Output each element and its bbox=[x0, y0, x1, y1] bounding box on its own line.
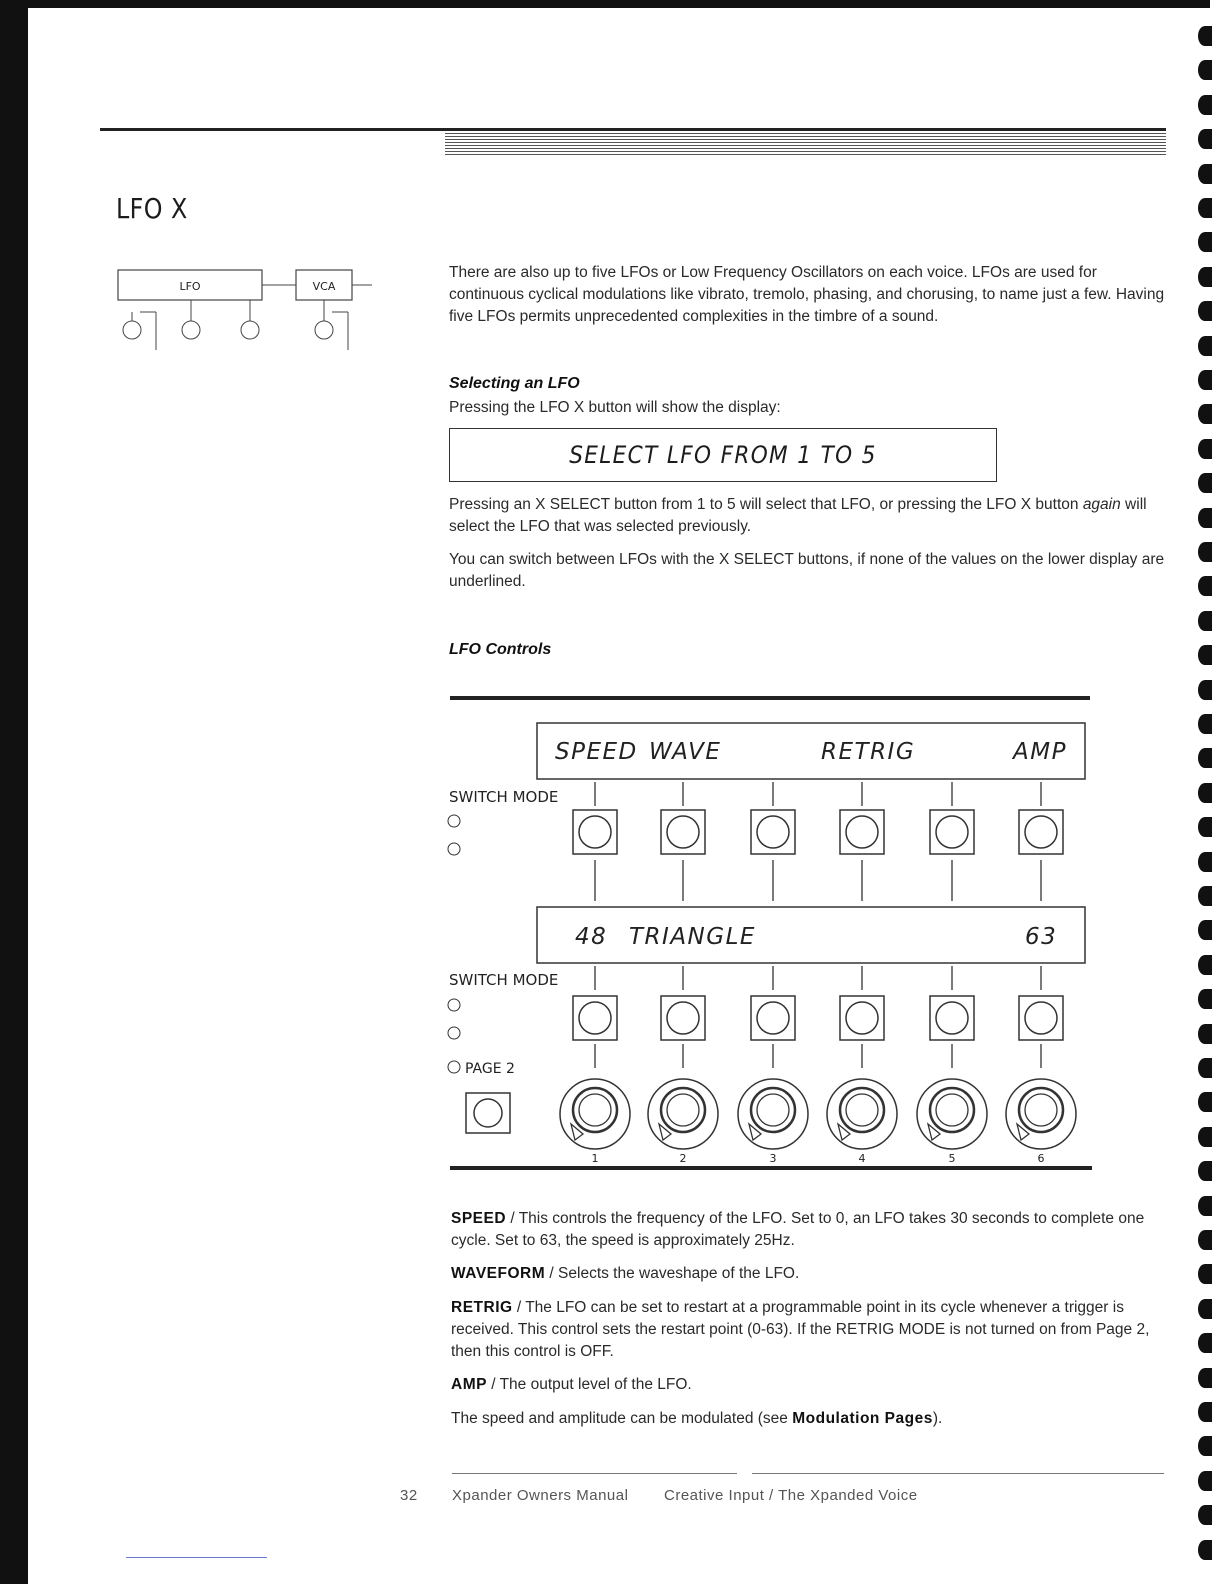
knob-inner bbox=[667, 1094, 699, 1126]
lower-soft-button-cap bbox=[1025, 1002, 1057, 1034]
scan-edge-left bbox=[0, 0, 28, 1584]
binding-hole bbox=[1198, 473, 1212, 493]
binding-hole bbox=[1198, 370, 1212, 390]
binding-hole bbox=[1198, 129, 1212, 149]
speed-description: SPEED / This controls the frequency of the LFO. Set to 0, an LFO takes 30 seconds to complete one cycle. Set to 63, the speed is approximately 25Hz. bbox=[451, 1210, 1145, 1249]
footer-chapter-title: Creative Input / The Xpanded Voice bbox=[664, 1487, 918, 1504]
lower-soft-button-cap bbox=[936, 1002, 968, 1034]
binding-hole bbox=[1198, 508, 1212, 528]
binding-hole bbox=[1198, 60, 1212, 80]
upper-display-retrig: RETRIG bbox=[821, 739, 916, 765]
binding-hole bbox=[1198, 1058, 1212, 1078]
binding-hole bbox=[1198, 1024, 1212, 1044]
select-lfo-display bbox=[449, 428, 997, 482]
binding-hole bbox=[1198, 1540, 1212, 1560]
footer-manual-title: Xpander Owners Manual bbox=[452, 1487, 629, 1504]
knob-inner bbox=[936, 1094, 968, 1126]
binding-hole bbox=[1198, 232, 1212, 252]
binding-hole bbox=[1198, 748, 1212, 768]
upper-soft-button-cap bbox=[936, 816, 968, 848]
knob-inner bbox=[757, 1094, 789, 1126]
binding-hole bbox=[1198, 439, 1212, 459]
knob-6[interactable] bbox=[1006, 1079, 1076, 1149]
header-stripes bbox=[445, 133, 1166, 155]
amp-description: AMP / The output level of the LFO. bbox=[451, 1376, 692, 1393]
knob-number: 6 bbox=[1037, 1152, 1045, 1165]
selecting-paragraph-2: You can switch between LFOs with the X SELECT buttons, if none of the values on the lower display are underlined. bbox=[449, 551, 1165, 590]
binding-hole bbox=[1198, 1161, 1212, 1181]
section-title: LFO X bbox=[116, 192, 188, 225]
lower-display-speed: 48 bbox=[575, 924, 608, 950]
knob-number: 1 bbox=[591, 1152, 599, 1165]
footer-rule-left bbox=[452, 1473, 737, 1474]
knob-3[interactable] bbox=[738, 1079, 808, 1149]
page-number: 32 bbox=[400, 1487, 418, 1504]
binding-hole bbox=[1198, 164, 1212, 184]
binding-hole bbox=[1198, 680, 1212, 700]
binding-hole bbox=[1198, 1471, 1212, 1491]
binding-hole bbox=[1198, 1127, 1212, 1147]
binding-hole bbox=[1198, 1402, 1212, 1422]
binding-hole bbox=[1198, 1299, 1212, 1319]
binding-hole bbox=[1198, 404, 1212, 424]
knob-row bbox=[560, 1079, 1076, 1165]
knob-number: 5 bbox=[948, 1152, 956, 1165]
binding-hole bbox=[1198, 267, 1212, 287]
knob-inner bbox=[1025, 1094, 1057, 1126]
knob-2[interactable] bbox=[648, 1079, 718, 1149]
knob-inner bbox=[846, 1094, 878, 1126]
switch-mode-label-lower: SWITCH MODE bbox=[449, 971, 559, 989]
lower-display bbox=[537, 907, 1085, 963]
knob-inner bbox=[579, 1094, 611, 1126]
binding-hole bbox=[1198, 1264, 1212, 1284]
upper-display-speed: SPEED bbox=[555, 739, 638, 765]
binding-hole bbox=[1198, 1368, 1212, 1388]
binding-hole bbox=[1198, 989, 1212, 1009]
retrig-description: RETRIG / The LFO can be set to restart at a programmable point in its cycle whenever a trigger is received. This control sets the restart point (0-63). If the RETRIG MODE is not turned on from Page 2, then this control is OFF. bbox=[451, 1299, 1150, 1360]
upper-soft-button-cap bbox=[846, 816, 878, 848]
waveform-description: WAVEFORM / Selects the waveshape of the LFO. bbox=[451, 1265, 800, 1282]
binding-hole bbox=[1198, 817, 1212, 837]
lower-soft-button-cap bbox=[846, 1002, 878, 1034]
knob-number: 4 bbox=[858, 1152, 866, 1165]
diagram-vca-label: VCA bbox=[312, 280, 336, 293]
lower-display-amp: 63 bbox=[1025, 924, 1058, 950]
selecting-heading: Selecting an LFO bbox=[449, 375, 580, 392]
binding-hole bbox=[1198, 95, 1212, 115]
lower-button-row bbox=[573, 966, 1063, 1068]
scan-edge-top bbox=[0, 0, 1224, 8]
lower-soft-button-cap bbox=[757, 1002, 789, 1034]
knob-number: 3 bbox=[769, 1152, 777, 1165]
binding-hole bbox=[1198, 645, 1212, 665]
upper-display-wave: WAVE bbox=[649, 739, 722, 765]
controls-heading: LFO Controls bbox=[449, 641, 552, 658]
upper-soft-button-cap bbox=[579, 816, 611, 848]
binding-hole bbox=[1198, 1436, 1212, 1456]
upper-display-amp: AMP bbox=[1013, 739, 1067, 765]
binding-hole bbox=[1198, 783, 1212, 803]
knob-5[interactable] bbox=[917, 1079, 987, 1149]
lower-display-wave: TRIANGLE bbox=[629, 924, 756, 950]
page2-label: PAGE 2 bbox=[465, 1061, 515, 1077]
binding-hole bbox=[1198, 1333, 1212, 1353]
knob-1[interactable] bbox=[560, 1079, 630, 1149]
selecting-lead: Pressing the LFO X button will show the display: bbox=[449, 399, 781, 416]
binding-hole bbox=[1198, 955, 1212, 975]
binding-hole bbox=[1198, 852, 1212, 872]
lfo-control-panel bbox=[445, 696, 1105, 1176]
bottom-rule bbox=[126, 1557, 267, 1558]
lfo-block-diagram bbox=[110, 260, 400, 375]
binding-hole bbox=[1198, 26, 1212, 46]
switch-mode-label-upper: SWITCH MODE bbox=[449, 788, 559, 806]
diagram-lfo-label: LFO bbox=[179, 280, 201, 293]
binding-hole bbox=[1198, 714, 1212, 734]
closing-paragraph: The speed and amplitude can be modulated (see Modulation Pages). bbox=[451, 1410, 943, 1427]
footer-rule-right bbox=[752, 1473, 1164, 1474]
upper-soft-button-cap bbox=[667, 816, 699, 848]
binding-hole bbox=[1198, 1230, 1212, 1250]
binding-hole bbox=[1198, 1092, 1212, 1112]
lower-soft-button-cap bbox=[667, 1002, 699, 1034]
intro-paragraph: There are also up to five LFOs or Low Frequency Oscillators on each voice. LFOs are used for continuous cyclical modulations like vibrato, tremolo, phasing, and chorusing, to name just a few. Having five LFOs permits unprecedented complexities in the timbre of a sound. bbox=[449, 264, 1165, 325]
binding-hole bbox=[1198, 542, 1212, 562]
binding-hole bbox=[1198, 301, 1212, 321]
binding-hole bbox=[1198, 336, 1212, 356]
binding-hole bbox=[1198, 611, 1212, 631]
upper-soft-button-cap bbox=[1025, 816, 1057, 848]
select-lfo-display-text: SELECT LFO FROM 1 TO 5 bbox=[569, 441, 877, 469]
binding-hole bbox=[1198, 576, 1212, 596]
binding-hole bbox=[1198, 198, 1212, 218]
binding-hole bbox=[1198, 1505, 1212, 1525]
header-rule bbox=[100, 128, 1166, 131]
binding-hole bbox=[1198, 920, 1212, 940]
upper-button-row bbox=[573, 782, 1063, 901]
knob-4[interactable] bbox=[827, 1079, 897, 1149]
knob-number: 2 bbox=[679, 1152, 687, 1165]
binding-hole bbox=[1198, 886, 1212, 906]
selecting-paragraph-1: Pressing an X SELECT button from 1 to 5 will select that LFO, or pressing the LFO X button again will select the LFO that was selected previously. bbox=[449, 496, 1147, 535]
binding-hole bbox=[1198, 1196, 1212, 1216]
binding-edge bbox=[1210, 0, 1224, 1584]
lower-soft-button-cap bbox=[579, 1002, 611, 1034]
upper-soft-button-cap bbox=[757, 816, 789, 848]
